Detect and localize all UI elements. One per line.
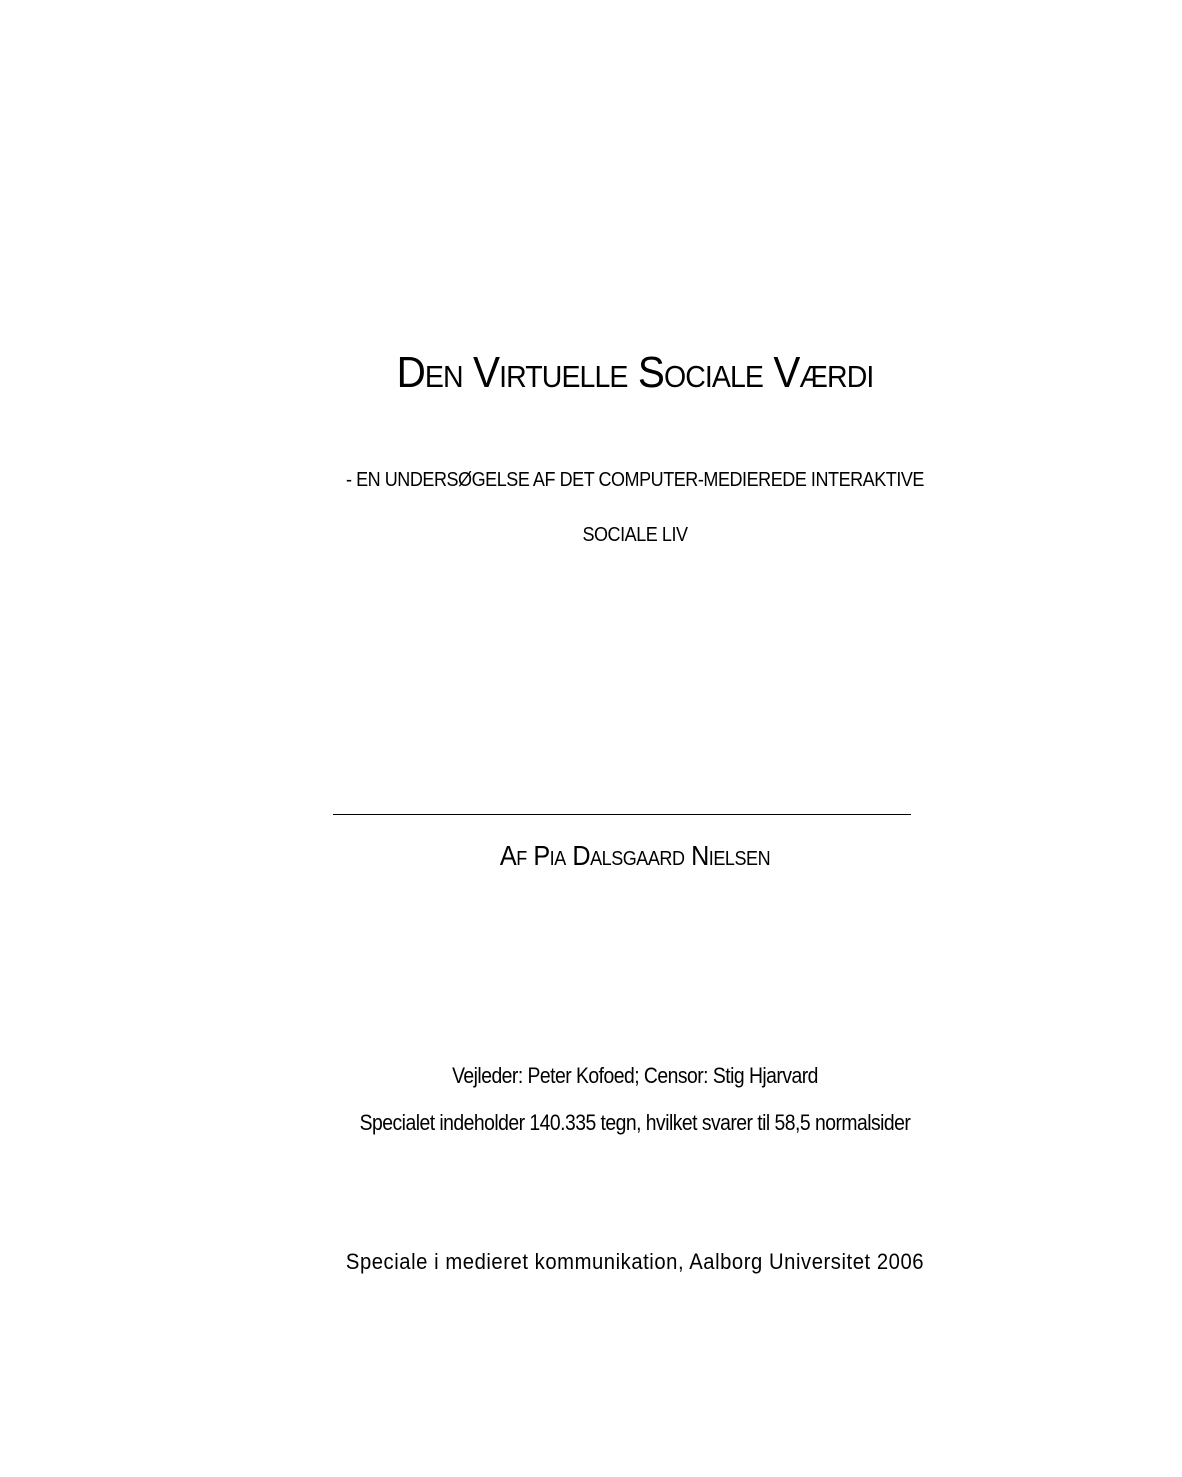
length-note: Specialet indeholder 140.335 tegn, hvilket svarer til 58,5 normalsider xyxy=(359,1110,911,1135)
institution-line: Speciale i medieret kommunikation, Aalborg Universitet 2006 xyxy=(345,1249,925,1274)
subtitle-line-1: - EN UNDERSØGELSE AF DET COMPUTER-MEDIEREDE INTERAKTIVE xyxy=(345,469,924,491)
document-title: Den Virtuelle Sociale Værdi xyxy=(396,348,874,397)
divider-rule xyxy=(333,814,911,815)
subtitle-line-2: SOCIALE LIV xyxy=(582,524,688,546)
supervisors-line: Vejleder: Peter Kofoed; Censor: Stig Hjarvard xyxy=(452,1063,818,1088)
author-line: Af Pia Dalsgaard Nielsen xyxy=(499,840,771,871)
